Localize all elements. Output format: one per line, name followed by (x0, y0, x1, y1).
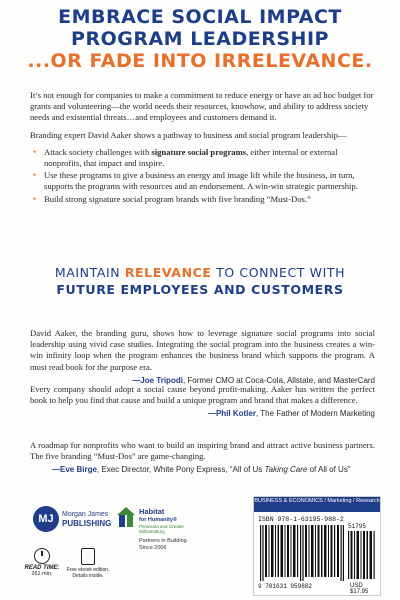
footer (0, 496, 400, 600)
review-attribution: —Eve Birge, Exec Director, White Pony Express, “All of Us Taking Care of All of Us” (52, 465, 351, 475)
category-label: BUSINESS & ECONOMICS / Marketing / Research (254, 497, 380, 512)
publisher-logo: MJ Morgan James PUBLISHING (33, 506, 111, 536)
intro-paragraph-2: Branding expert David Aaker shows a pathway to business and social program leadership— (30, 129, 347, 140)
ebook-offer: Free ebook edition. Details inside. (66, 548, 110, 579)
read-time: READ TIME: 261 min. (22, 548, 62, 577)
review-quote: Every company should adopt a social cause beyond profit-making. Aaker has written the perfect book to help you find that cause and build a unique program and brand that makes a difference. (30, 384, 375, 406)
headline-line-1: EMBRACE SOCIAL IMPACT (58, 6, 342, 28)
review-quote: David Aaker, the branding guru, shows how to leverage signature social programs into social leadership using vivid case studies. Integrating the social program into the business creates a win-win infinity loop when the program enhances the business brand which supports the program. A must read book for the purpose era. (30, 328, 375, 372)
bullet-icon: • (33, 146, 37, 157)
price: USD $17.95 (350, 583, 369, 595)
intro-paragraph-1: It’s not enough for companies to make a commitment to reduce energy or have an ad hoc budget for grants and volunteering—the world needs their resources, knowhow, and ability to address society needs and existential threats…and employees and customers demand it. (30, 90, 374, 123)
barcode-addon-number: 51795 (348, 523, 367, 530)
review-attribution: —Joe Tripodi, Former CMO at Coca-Cola, Allstate, and MasterCard (132, 375, 375, 385)
review-quote: A roadmap for nonprofits who want to build an inspiring brand and attract active business partners. The five branding “Must-Dos” are game-changing. (30, 440, 375, 462)
house-icon (116, 506, 136, 528)
bullet-item: • Attack society challenges with signature social programs, either internal or external nonprofits, that impact and inspire. (33, 146, 338, 169)
bullet-icon: • (33, 170, 37, 181)
tagline-line-2: FUTURE EMPLOYEES AND CUSTOMERS (56, 282, 344, 297)
headline-line-2: PROGRAM LEADERSHIP (71, 28, 329, 50)
bullet-item: • Build strong signature social program brands with five branding “Must-Dos.” (33, 193, 311, 204)
barcode-icon (260, 525, 344, 581)
publisher-mark-icon: MJ (33, 506, 59, 532)
intro-section (30, 90, 375, 206)
tagline-band (35, 264, 365, 298)
review-1 (30, 328, 375, 386)
bullet-icon: • (33, 193, 37, 204)
intro-bullet-list (30, 147, 375, 205)
barcode-number: 9 781631 959882 (258, 583, 313, 590)
barcode-box (253, 496, 381, 596)
isbn-text: ISBN 978-1-63195-988-2 (258, 516, 344, 523)
barcode-addon-icon (348, 531, 376, 579)
tagline-line-1: MAINTAIN RELEVANCE TO CONNECT WITH (54, 265, 346, 280)
ebook-icon (81, 548, 95, 565)
habitat-logo: Habitat for Humanity® Peninsula and Greater Williamsburg Partners in Building Since 2006 (116, 506, 196, 572)
headline (0, 6, 400, 72)
review-3 (30, 440, 375, 476)
review-attribution: —Phil Kotler, The Father of Modern Marketing (207, 409, 375, 419)
bullet-item: • Use these programs to give a business an energy and image lift while the business, in turn, supports the programs with resources and an endorsement. A win-win strategic partnership. (33, 170, 358, 192)
review-2 (30, 384, 375, 420)
headline-line-3: ...OR FADE INTO IRRELEVANCE. (27, 50, 373, 72)
clock-icon (34, 548, 50, 564)
